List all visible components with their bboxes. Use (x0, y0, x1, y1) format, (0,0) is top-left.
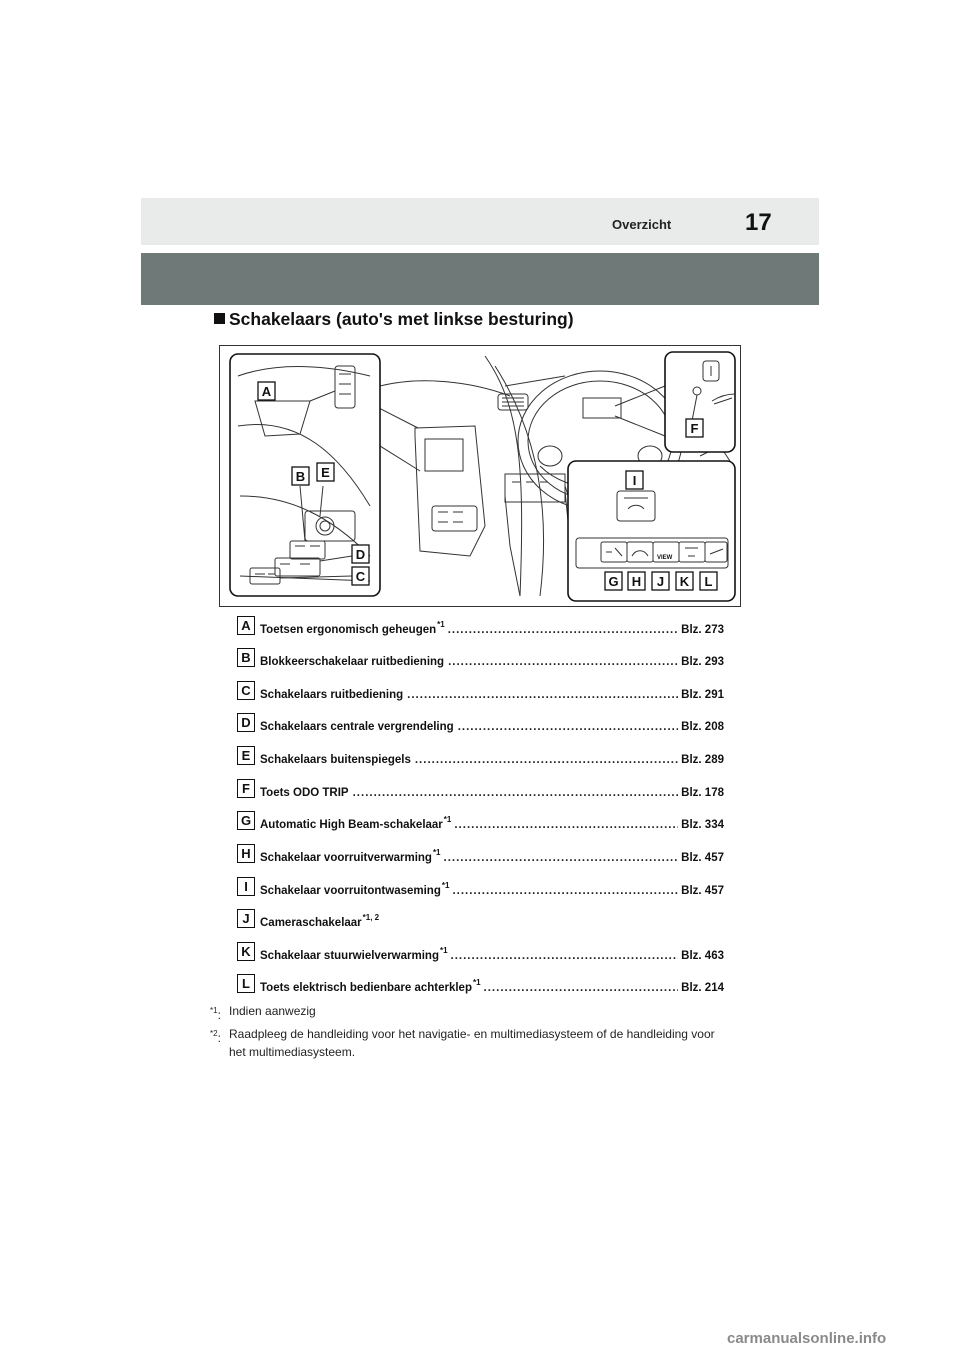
item-label: Schakelaar voorruitontwaseming (260, 885, 441, 897)
item-superscript: *1 (443, 815, 452, 824)
leader-dots (448, 624, 678, 636)
header-band (141, 253, 819, 305)
footnote-mark: *2 (210, 1029, 218, 1038)
switch-diagram-drawing (220, 346, 740, 606)
callout-k: K (679, 574, 690, 589)
page-number: 17 (745, 209, 772, 236)
item-superscript: *1, 2 (362, 913, 380, 922)
callout-h: H (631, 574, 642, 589)
item-label: Cameraschakelaar (260, 917, 362, 929)
item-letter: K (237, 942, 255, 961)
callout-g: G (608, 574, 619, 589)
callout-f: F (690, 421, 699, 436)
callout-d: D (355, 547, 366, 562)
page-reference: Blz. 273 (681, 624, 724, 636)
switch-diagram (219, 345, 741, 607)
leader-dots (407, 689, 678, 701)
list-item (237, 779, 724, 799)
item-label: Toets elektrisch bedienbare achterklep (260, 982, 472, 994)
view-switch-label: VIEW (657, 555, 673, 561)
leader-dots (353, 787, 679, 799)
list-item (237, 942, 724, 962)
item-letter: B (237, 648, 255, 667)
item-label: Toetsen ergonomisch geheugen (260, 624, 437, 636)
page-reference: Blz. 293 (681, 656, 724, 668)
leader-dots (454, 819, 678, 831)
item-superscript: *1 (472, 978, 481, 987)
callout-c: C (355, 569, 366, 584)
footnote-text: Raadpleeg de handleiding voor het navigatie- en multimediasysteem of de handleiding voor het multimediasysteem. (229, 1027, 715, 1059)
running-header (141, 198, 819, 245)
item-label: Toets ODO TRIP (260, 787, 349, 799)
header-section-name: Overzicht (612, 217, 672, 232)
page-reference: Blz. 178 (681, 787, 724, 799)
list-item (237, 746, 724, 766)
page-reference: Blz. 291 (681, 689, 724, 701)
leader-dots (458, 721, 678, 733)
callout-j: J (656, 574, 665, 589)
list-item (237, 844, 724, 864)
list-item (237, 909, 724, 929)
item-superscript: *1 (437, 620, 445, 629)
item-letter: D (237, 713, 255, 732)
item-superscript: *1 (439, 946, 448, 955)
item-letter: F (237, 779, 255, 798)
page-reference: Blz. 214 (681, 982, 724, 994)
watermark: carmanualsonline.info (727, 1330, 887, 1347)
item-label: Schakelaars buitenspiegels (260, 754, 411, 766)
item-label: Schakelaars centrale vergrendeling (260, 721, 454, 733)
section-title: Schakelaars (auto's met linkse besturing) (214, 309, 574, 330)
item-superscript: *1 (441, 881, 450, 890)
callout-e: E (321, 465, 330, 480)
leader-dots (448, 656, 678, 668)
list-item (237, 811, 724, 831)
item-letter: G (237, 811, 255, 830)
item-label: Blokkeerschakelaar ruitbediening (260, 656, 445, 668)
list-item (237, 616, 724, 636)
footnote-mark: *1 (210, 1006, 218, 1015)
item-letter: H (237, 844, 255, 863)
page-reference: Blz. 463 (681, 950, 724, 962)
leader-dots (452, 885, 678, 897)
item-label: Schakelaars ruitbediening (260, 689, 404, 701)
list-item (237, 713, 724, 733)
item-label: Schakelaar stuurwielverwarming (260, 950, 439, 962)
leader-dots (484, 982, 679, 994)
item-letter: J (237, 909, 255, 928)
item-letter: E (237, 746, 255, 765)
callout-b: B (295, 469, 306, 484)
page-reference: Blz. 457 (681, 852, 724, 864)
page-reference: Blz. 334 (681, 819, 724, 831)
callout-a: A (261, 384, 272, 399)
item-letter: I (237, 877, 255, 896)
page-reference: Blz. 457 (681, 885, 724, 897)
item-label: Schakelaar voorruitverwarming (260, 852, 432, 864)
list-item (237, 681, 724, 701)
item-superscript: *1 (432, 848, 441, 857)
leader-dots (444, 852, 679, 864)
leader-dots (451, 950, 679, 962)
item-label: Automatic High Beam-schakelaar (260, 819, 443, 831)
callout-l: L (704, 574, 713, 589)
footnote-text: Indien aanwezig (229, 1004, 316, 1018)
list-item (237, 974, 724, 994)
leader-dots (415, 754, 678, 766)
callout-i: I (632, 473, 637, 488)
list-item (237, 877, 724, 897)
bullet-square-icon (214, 313, 225, 324)
item-letter: L (237, 974, 255, 993)
page-reference: Blz. 208 (681, 721, 724, 733)
item-letter: A (237, 616, 255, 635)
item-letter: C (237, 681, 255, 700)
page-reference: Blz. 289 (681, 754, 724, 766)
list-item (237, 648, 724, 668)
